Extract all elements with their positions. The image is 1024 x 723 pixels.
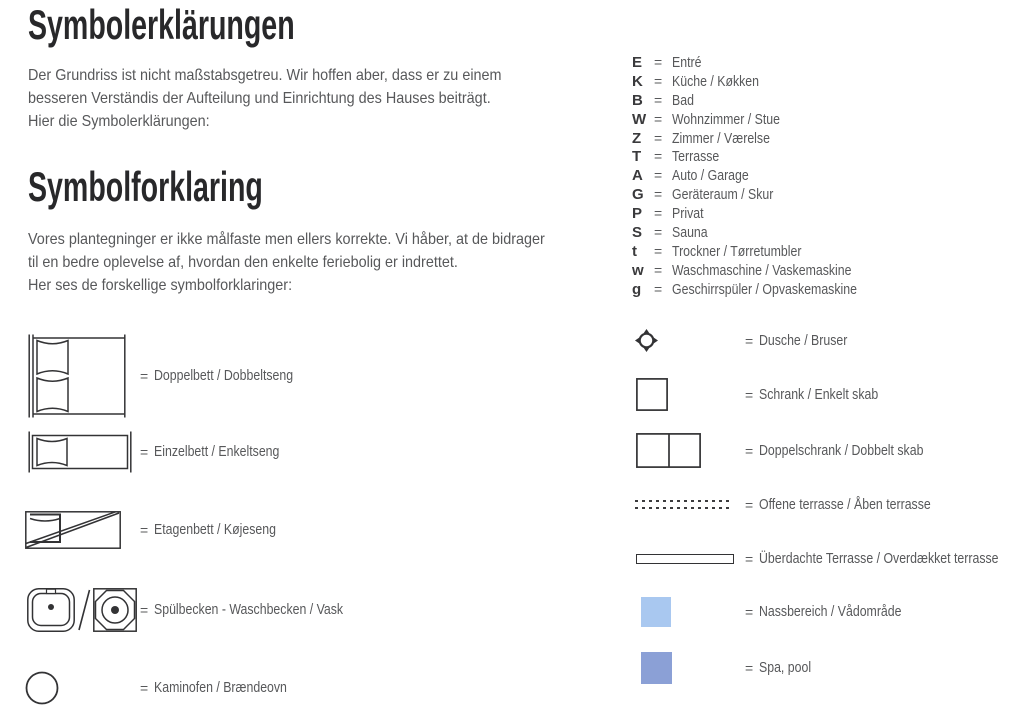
danish-intro: [28, 228, 545, 297]
covered-terrace-icon: [636, 554, 734, 564]
legend-row-double-cabinet: [632, 433, 924, 468]
equals-sign: =: [140, 444, 149, 460]
german-intro: [28, 64, 502, 133]
german-title: Symbolerklärungen: [28, 1, 295, 48]
legend-row-sink: [27, 587, 344, 633]
symbol-label: Dusche / Bruser: [759, 332, 848, 349]
legend-row-single-cabinet: [632, 378, 879, 411]
abbreviation-letter: B: [632, 91, 643, 109]
abbreviation-letter: t: [632, 242, 637, 260]
single-cabinet-icon: [636, 378, 668, 411]
spa-pool-swatch: [641, 652, 672, 684]
abbreviation-label: Zimmer / Værelse: [672, 130, 770, 147]
equals-sign: =: [745, 496, 754, 513]
abbreviation-row: [632, 167, 890, 186]
double-cabinet-icon: [636, 433, 701, 468]
equals-sign: =: [745, 442, 754, 459]
equals-sign: =: [140, 602, 149, 618]
abbreviation-row: [632, 186, 890, 205]
equals-sign: =: [140, 680, 149, 696]
abbreviation-label: Geräteraum / Skur: [672, 187, 774, 204]
single-bed-icon: [28, 431, 132, 473]
abbreviation-row: [632, 224, 890, 243]
equals-sign: =: [745, 550, 754, 567]
abbreviation-row: [632, 111, 890, 130]
abbreviation-letter: W: [632, 110, 647, 128]
abbreviation-list: [632, 54, 890, 300]
equals-sign: =: [654, 186, 663, 203]
abbreviation-letter: g: [632, 280, 642, 298]
abbreviation-label: Waschmaschine / Vaskemaskine: [672, 262, 852, 279]
abbreviation-row: [632, 130, 890, 149]
symbol-label: Überdachte Terrasse / Overdækket terrasse: [759, 550, 999, 567]
abbreviation-letter: K: [632, 72, 643, 90]
german-intro-line: Hier die Symbolerklärungen:: [28, 113, 210, 130]
legend-row-covered-terrace: [632, 550, 999, 567]
legend-row-wet-area: [632, 597, 902, 627]
abbreviation-letter: E: [632, 54, 643, 71]
abbreviation-label: Privat: [672, 206, 704, 223]
abbreviation-label: Trockner / Tørretumbler: [672, 243, 802, 260]
abbreviation-label: Auto / Garage: [672, 168, 749, 185]
equals-sign: =: [140, 368, 149, 384]
equals-sign: =: [654, 129, 663, 146]
abbreviation-row: [632, 262, 890, 281]
symbol-label: Etagenbett / Køjeseng: [154, 522, 277, 538]
abbreviation-label: Geschirrspüler / Opvaskemaskine: [672, 281, 857, 298]
equals-sign: =: [654, 91, 663, 108]
danish-intro-line: Vores plantegninger er ikke målfaste men ellers korrekte. Vi håber, at de bidrager: [28, 231, 545, 248]
abbreviation-letter: A: [632, 167, 643, 185]
abbreviation-row: [632, 92, 890, 111]
abbreviation-letter: T: [632, 148, 642, 166]
abbreviation-letter: w: [632, 261, 644, 279]
equals-sign: =: [654, 280, 663, 297]
equals-sign: =: [745, 660, 754, 676]
equals-sign: =: [745, 332, 754, 349]
abbreviation-label: Terrasse: [672, 149, 720, 166]
symbol-label: Doppelbett / Dobbeltseng: [154, 368, 294, 384]
abbreviation-row: [632, 54, 890, 73]
danish-intro-line: Her ses de forskellige symbolforklaringer:: [28, 277, 293, 294]
legend-row-double-bed: [28, 334, 294, 418]
symbol-label: Offene terrasse / Åben terrasse: [759, 496, 931, 513]
symbol-label: Doppelschrank / Dobbelt skab: [759, 442, 924, 459]
bunk-bed-icon: [25, 511, 121, 549]
wood-stove-icon: [25, 671, 59, 705]
equals-sign: =: [140, 522, 149, 538]
danish-intro-line: til en bedre oplevelse af, hvordan den enkelte feriebolig er indrettet.: [28, 254, 458, 271]
symbol-label: Schrank / Enkelt skab: [759, 386, 879, 403]
equals-sign: =: [654, 110, 663, 127]
legend-row-spa-pool: [632, 652, 812, 684]
symbol-label: Einzelbett / Enkeltseng: [154, 444, 280, 460]
legend-row-bunk-bed: [25, 511, 277, 549]
abbreviation-letter: G: [632, 186, 644, 204]
legend-row-open-terrace: [632, 496, 931, 513]
equals-sign: =: [654, 261, 663, 278]
equals-sign: =: [654, 205, 663, 222]
symbol-label: Nassbereich / Vådområde: [759, 604, 902, 620]
sink-icons: [27, 587, 137, 633]
symbol-label: Spa, pool: [759, 660, 812, 676]
abbreviation-letter: S: [632, 224, 643, 242]
equals-sign: =: [654, 54, 663, 70]
equals-sign: =: [654, 72, 663, 89]
danish-title: Symbolforklaring: [28, 163, 263, 210]
equals-sign: =: [745, 386, 754, 403]
abbreviation-label: Sauna: [672, 225, 708, 242]
german-intro-line: besseren Verständis der Aufteilung und Einrichtung des Hauses beiträgt.: [28, 90, 491, 107]
abbreviation-row: [632, 243, 890, 262]
symbol-label: Kaminofen / Brændeovn: [154, 680, 288, 696]
symbol-label: Spülbecken - Waschbecken / Vask: [154, 602, 344, 618]
abbreviation-row: [632, 205, 890, 224]
abbreviation-label: Bad: [672, 92, 694, 109]
equals-sign: =: [654, 224, 663, 241]
shower-icon: [635, 329, 658, 352]
equals-sign: =: [654, 242, 663, 259]
legend-row-shower: [632, 329, 848, 352]
abbreviation-label: Küche / Køkken: [672, 73, 760, 90]
legend-row-single-bed: [28, 431, 280, 473]
slash-separator: [75, 587, 93, 633]
wet-area-swatch: [641, 597, 671, 627]
equals-sign: =: [654, 148, 663, 165]
open-terrace-icon: [635, 500, 733, 509]
legend-row-wood-stove: [25, 671, 288, 705]
german-intro-line: Der Grundriss ist nicht maßstabsgetreu. Wir hoffen aber, dass er zu einem: [28, 67, 502, 84]
abbreviation-label: Wohnzimmer / Stue: [672, 111, 781, 128]
washbasin-icon: [93, 588, 137, 632]
abbreviation-label: Entré: [672, 55, 702, 71]
abbreviation-row: [632, 73, 890, 92]
equals-sign: =: [745, 604, 754, 620]
equals-sign: =: [654, 167, 663, 184]
abbreviation-row: [632, 281, 890, 300]
abbreviation-row: [632, 148, 890, 167]
abbreviation-letter: Z: [632, 129, 642, 147]
double-bed-icon: [28, 334, 130, 418]
sink-icon: [27, 588, 75, 632]
abbreviation-letter: P: [632, 205, 643, 223]
